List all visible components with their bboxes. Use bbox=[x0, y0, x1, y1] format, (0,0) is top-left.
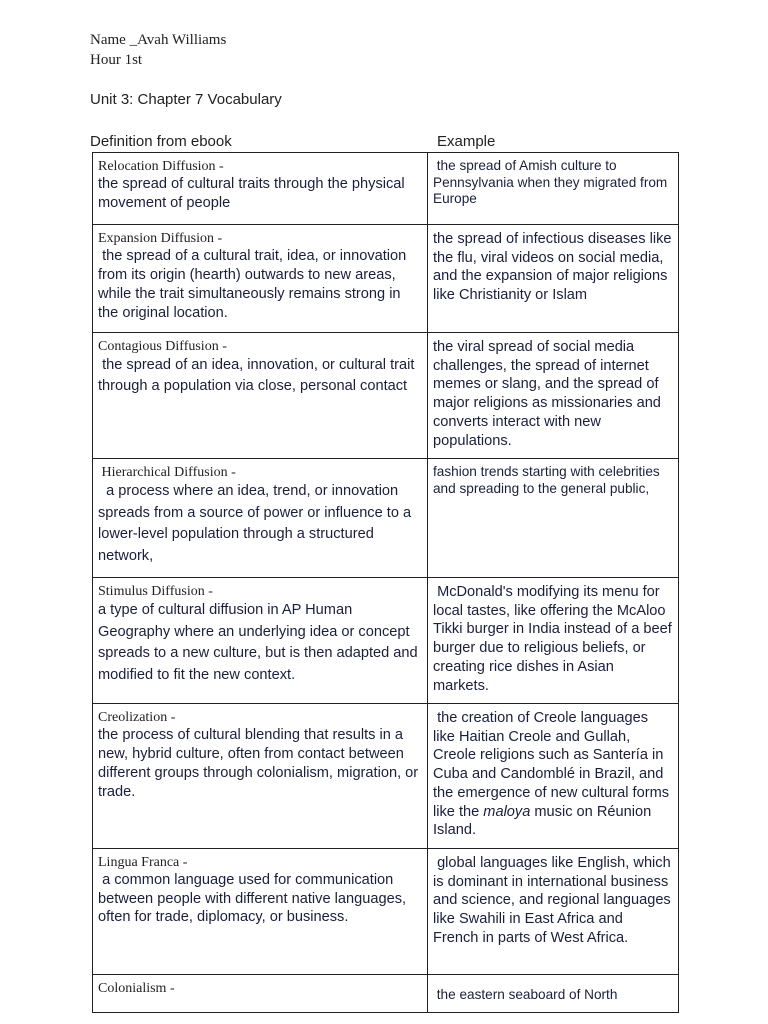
vocab-definition: the spread of cultural traits through the physical movement of people bbox=[98, 176, 405, 211]
table-row bbox=[93, 704, 679, 849]
example-cell bbox=[428, 459, 679, 578]
vocab-example: the eastern seaboard of North bbox=[433, 987, 618, 1002]
vocab-example: the spread of infectious diseases like the flu, viral videos on social media, and the expansion of major religions like Christianity or Islam bbox=[433, 231, 672, 304]
example-emphasis: maloya bbox=[483, 803, 531, 820]
definition-cell bbox=[93, 333, 428, 459]
definition-cell bbox=[93, 225, 428, 333]
table-row bbox=[93, 578, 679, 704]
table-row bbox=[93, 153, 679, 225]
example-cell bbox=[428, 333, 679, 459]
vocabulary-table bbox=[92, 152, 679, 1013]
vocab-definition: the spread of a cultural trait, idea, or innovation from its origin (hearth) outwards to new areas, while the trait simultaneously remains strong in the original location. bbox=[98, 248, 411, 321]
vocab-example bbox=[433, 709, 672, 840]
example-cell bbox=[428, 578, 679, 704]
vocab-term: Lingua Franca - bbox=[98, 855, 188, 870]
vocab-definition: a common language used for communication between people with different native languages, often for trade, diplomacy, or business. bbox=[98, 872, 411, 925]
class-hour: Hour 1st bbox=[90, 52, 143, 68]
vocab-term: Colonialism - bbox=[98, 981, 175, 996]
student-name: Name _Avah Williams bbox=[90, 32, 227, 48]
table-row bbox=[93, 225, 679, 333]
vocab-term: Hierarchical Diffusion - bbox=[98, 465, 236, 480]
vocab-term: Stimulus Diffusion - bbox=[98, 584, 213, 599]
vocab-definition: a process where an idea, trend, or innovation spreads from a source of power or influence to a lower-level population through a structured network, bbox=[98, 483, 416, 564]
vocab-example: McDonald's modifying its menu for local tastes, like offering the McAloo Tikki burger in India instead of a beef burger due to religious beliefs, or creating rice dishes in Asian markets. bbox=[433, 584, 676, 694]
example-cell bbox=[428, 153, 679, 225]
table-row bbox=[93, 459, 679, 578]
table-row bbox=[93, 849, 679, 975]
example-cell bbox=[428, 849, 679, 975]
example-text: music on Réunion Island. bbox=[433, 803, 656, 839]
example-cell bbox=[428, 975, 679, 1013]
definition-cell bbox=[93, 975, 428, 1013]
definition-cell bbox=[93, 578, 428, 704]
definition-cell bbox=[93, 153, 428, 225]
example-cell bbox=[428, 225, 679, 333]
vocab-definition: the spread of an idea, innovation, or cultural trait through a population via close, personal contact bbox=[98, 357, 419, 394]
column-header-definition: Definition from ebook bbox=[90, 133, 232, 150]
table-row bbox=[93, 975, 679, 1013]
definition-cell bbox=[93, 849, 428, 975]
vocab-example: the viral spread of social media challenges, the spread of internet memes or slang, and the spread of major religions as missionaries and converts interact with new populations. bbox=[433, 339, 661, 449]
vocab-term: Creolization - bbox=[98, 710, 176, 725]
vocab-term: Relocation Diffusion - bbox=[98, 159, 224, 174]
definition-cell bbox=[93, 459, 428, 578]
vocab-term: Contagious Diffusion - bbox=[98, 339, 227, 354]
column-header-example: Example bbox=[437, 133, 496, 150]
vocab-example: the spread of Amish culture to Pennsylvania when they migrated from Europe bbox=[433, 158, 672, 206]
vocab-definition: the process of cultural blending that results in a new, hybrid culture, often from contact between different groups through colonialism, migration, or trade. bbox=[98, 727, 419, 800]
vocab-example: fashion trends starting with celebrities and spreading to the general public, bbox=[433, 464, 660, 496]
example-cell bbox=[428, 704, 679, 849]
example-text: the creation of Creole languages like Haitian Creole and Gullah, Creole religions such as Santería in Cuba and Candomblé in Brazil, and the emergence of new cultural forms like the bbox=[433, 710, 674, 820]
vocab-example: global languages like English, which is dominant in international business and science, and regional languages like Swahili in East Africa and French in parts of West Africa. bbox=[433, 855, 675, 946]
definition-cell bbox=[93, 704, 428, 849]
vocab-term: Expansion Diffusion - bbox=[98, 231, 223, 246]
vocab-definition: a type of cultural diffusion in AP Human Geography where an underlying idea or concept spreads to a new culture, but is then adapted and modified to fit the new context. bbox=[98, 602, 418, 683]
document-title: Unit 3: Chapter 7 Vocabulary bbox=[90, 91, 282, 108]
table-row bbox=[93, 333, 679, 459]
